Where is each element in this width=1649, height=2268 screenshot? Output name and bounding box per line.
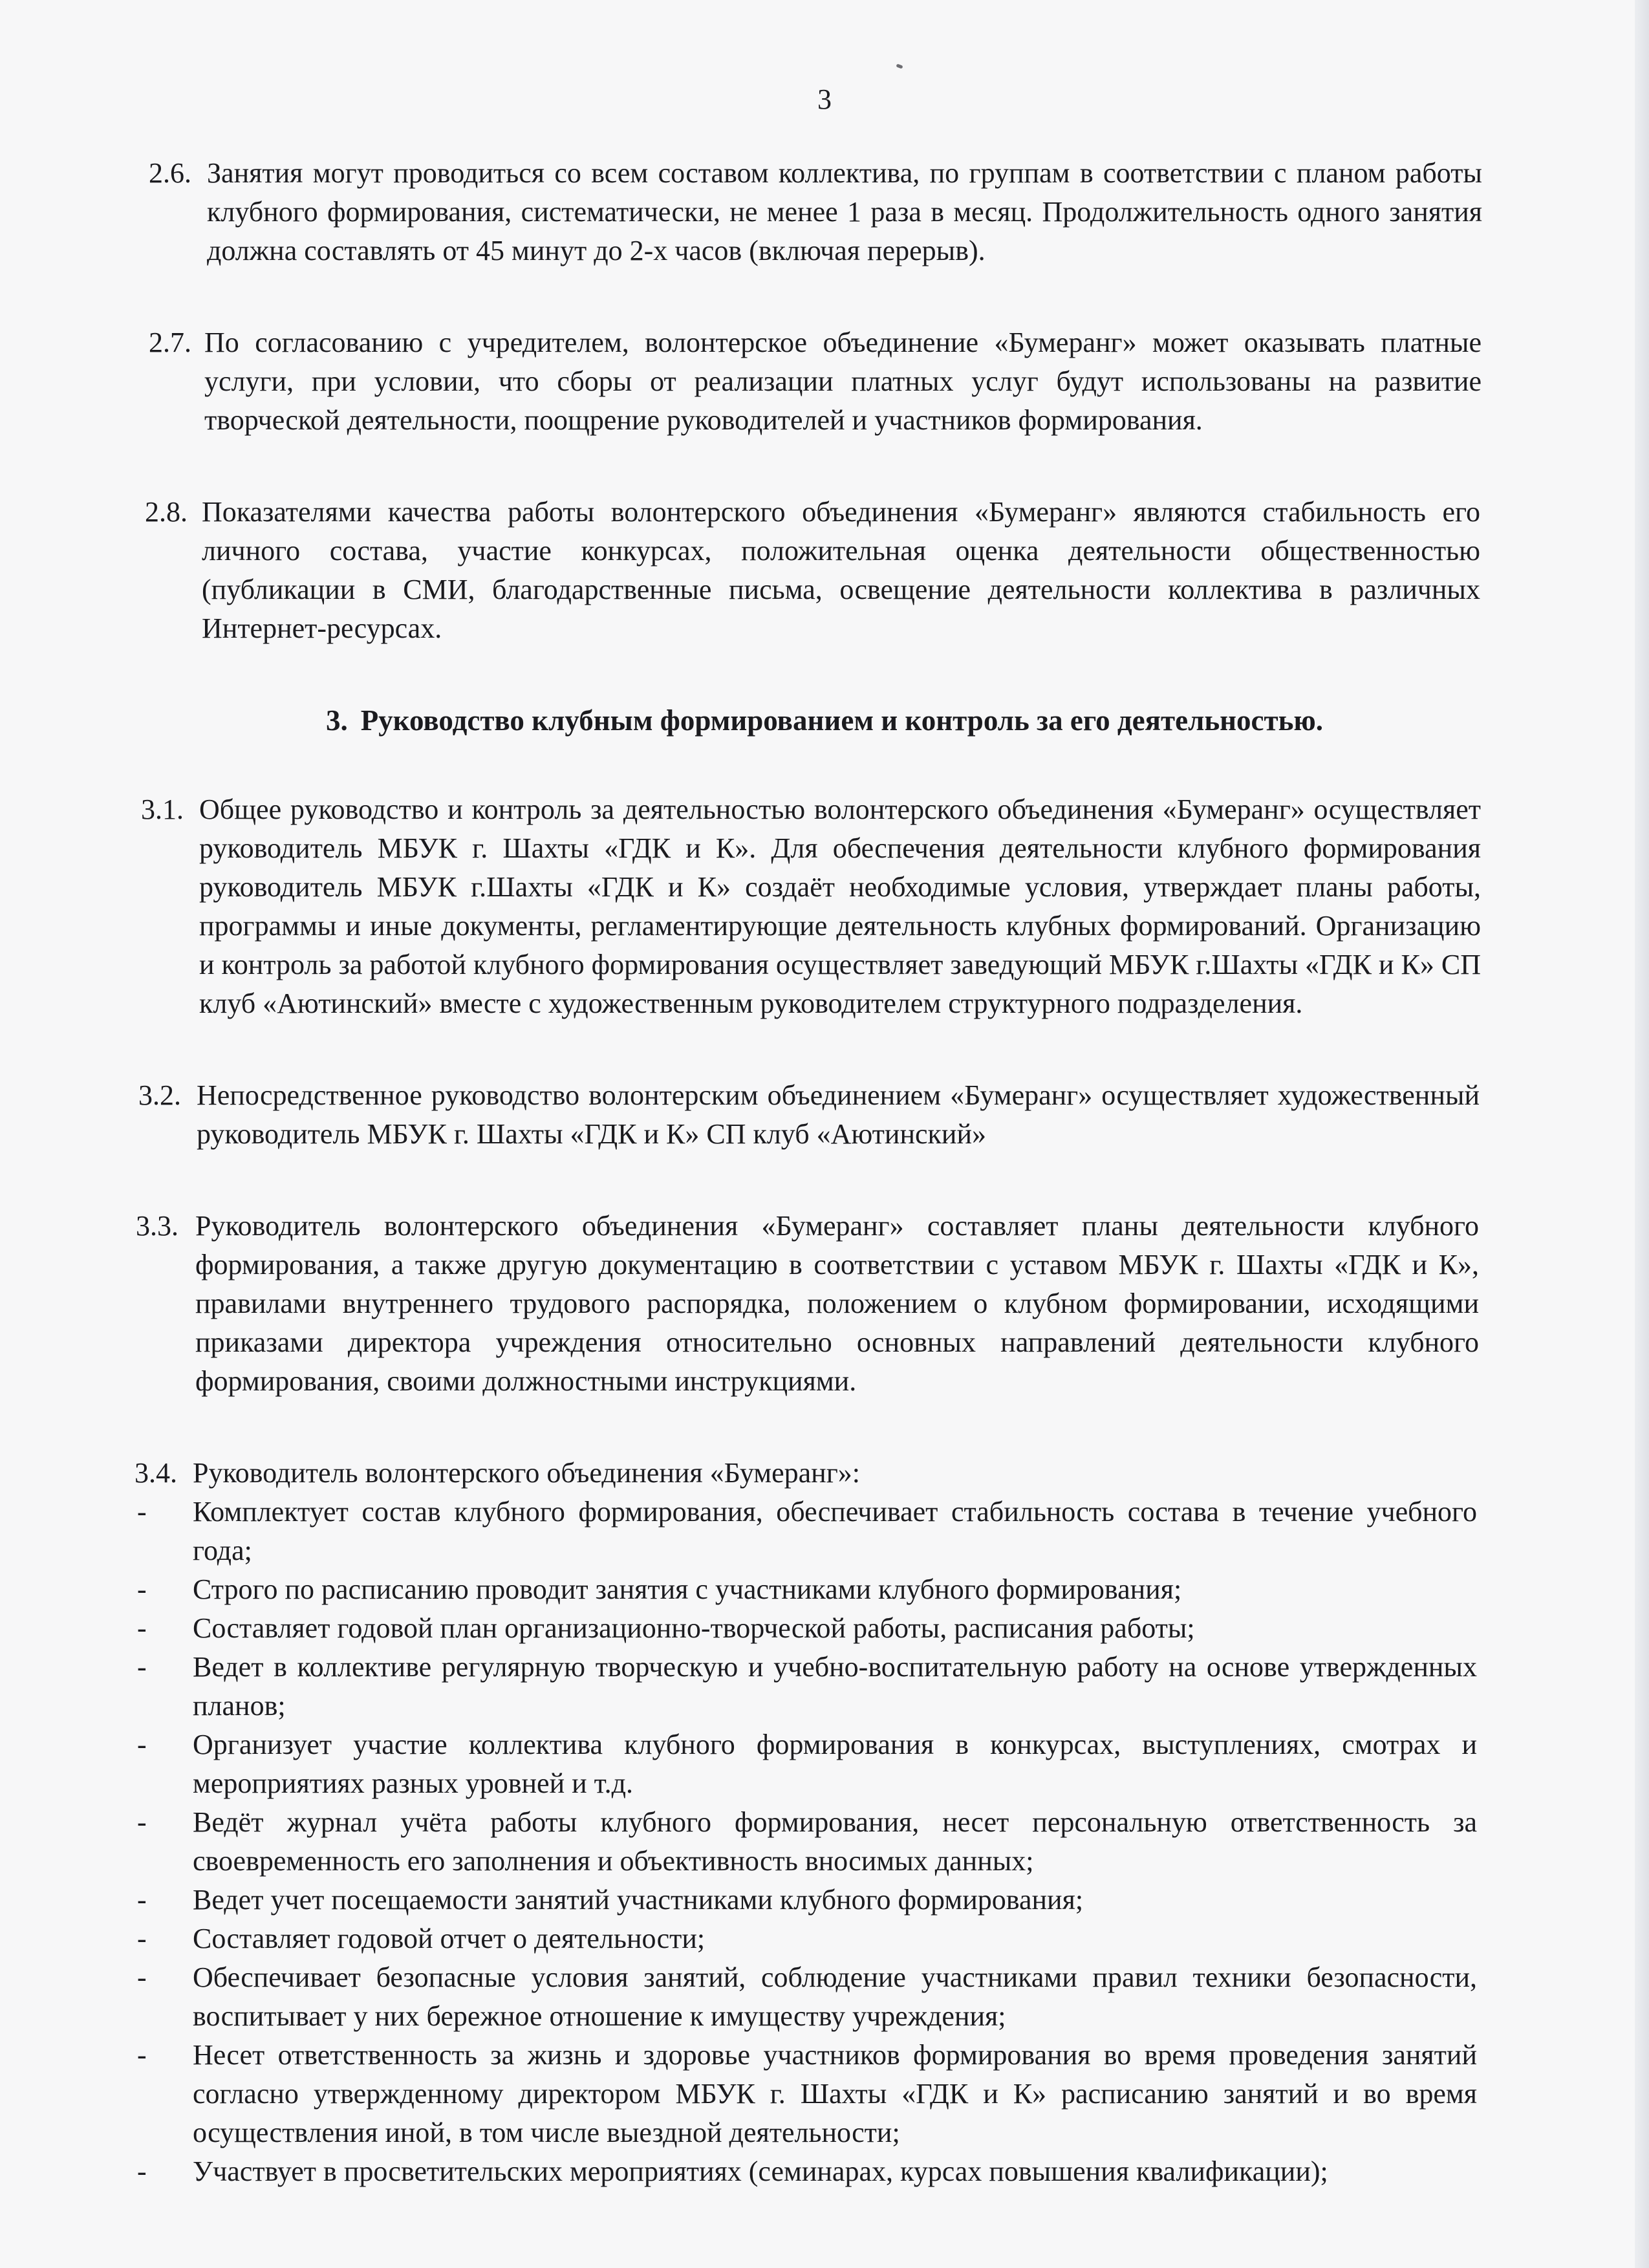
clause-2-8 [0,493,1649,648]
clause-number: 3.1. [141,794,184,825]
list-item-text: Обеспечивает безопасные условия занятий, соблюдение участниками правил техники безопасности, воспитывает у них бережное отношение к имуществу учреждения; [193,1961,1477,2032]
list-item [0,1919,1649,1958]
list-item-text: Строго по расписанию проводит занятия с участниками клубного формирования; [193,1573,1182,1605]
list-item-text: Ведет в коллективе регулярную творческую и учебно-воспитательную работу на основе утвержденных планов; [193,1651,1477,1722]
list-item-text: Ведет учет посещаемости занятий участниками клубного формирования; [193,1884,1084,1916]
clause-text: Непосредственное руководство волонтерским объединением «Бумеранг» осуществляет художественный руководитель МБУК г. Шахты «ГДК и К» СП клуб «Аютинский» [197,1079,1480,1150]
clause-2-7 [0,323,1649,440]
list-item [0,1958,1649,2036]
clause-3-1 [0,790,1649,1023]
dash-marker: - [137,1612,147,1644]
list-item [0,1725,1649,1803]
clause-text: Занятия могут проводиться со всем составом коллектива, по группам в соответствии с планом работы клубного формирования, систематически, не менее 1 раза в месяц. Продолжительность одного занятия должна составлять от 45 минут до 2-х часов (включая перерыв). [207,157,1482,266]
section-number: 3. [325,704,348,737]
list-item-text: Комплектует состав клубного формирования, обеспечивает стабильность состава в течение учебного года; [193,1496,1477,1566]
dash-marker: - [137,1651,147,1683]
clause-2-6 [0,154,1649,270]
list-item-text: Несет ответственность за жизнь и здоровье участников формирования во время проведения занятий согласно утвержденному директором МБУК г. Шахты «ГДК и К» расписанию занятий и во время осуществления иной, в том числе выездной деятельности; [193,2039,1477,2148]
list-item [0,1609,1649,1648]
clause-3-4 [0,1454,1649,2191]
list-item [0,1648,1649,1725]
clause-number: 3.4. [135,1457,177,1489]
list-item-text: Ведёт журнал учёта работы клубного формирования, несет персональную ответственность за своевременность его заполнения и объективность вносимых данных; [193,1806,1477,1877]
list-item [0,1493,1649,1570]
list-item [0,2152,1649,2191]
clause-number: 2.6. [149,157,191,189]
clause-3-2 [0,1076,1649,1154]
page-number: 3 [817,83,832,115]
clause-intro [0,1454,1649,1493]
clause-text: Руководитель волонтерского объединения «Бумеранг»: [193,1457,860,1489]
clause-number: 3.3. [136,1210,178,1242]
dash-marker: - [137,2155,147,2187]
clause-text: Показателями качества работы волонтерского объединения «Бумеранг» являются стабильность его личного состава, участие конкурсах, положительная оценка деятельности общественностью (публикации в СМИ, благодарственные письма, освещение деятельности коллектива в различных Интернет-ресурсах. [202,496,1480,644]
clause-number: 2.8. [145,496,188,528]
clause-3-3 [0,1207,1649,1401]
dash-marker: - [137,1729,147,1760]
clause-text: Общее руководство и контроль за деятельностью волонтерского объединения «Бумеранг» осуществляет руководитель МБУК г. Шахты «ГДК и К». Для обеспечения деятельности клубного формирования руководитель МБУК г.Шахты «ГДК и К» создаёт необходимые условия, утверждает планы работы, программы и иные документы, регламентирующие деятельность клубных формирований. Организацию и контроль за работой клубного формирования осуществляет заведующий МБУК г.Шахты «ГДК и К» СП клуб «Аютинский» вместе с художественным руководителем структурного подразделения. [199,794,1481,1019]
dash-marker: - [137,1923,147,1954]
list-item-text: Участвует в просветительских мероприятиях (семинарах, курсах повышения квалификации); [193,2155,1328,2187]
clause-text: Руководитель волонтерского объединения «Бумеранг» составляет планы деятельности клубного формирования, а также другую документацию в соответствии с уставом МБУК г. Шахты «ГДК и К», правилами внутреннего трудового распорядка, положением о клубном формировании, исходящими приказами директора учреждения относительно основных направлений деятельности клубного формирования, своими должностными инструкциями. [195,1210,1479,1397]
dash-marker: - [137,2039,147,2071]
list-item-text: Организует участие коллектива клубного формирования в конкурсах, выступлениях, смотрах и мероприятиях разных уровней и т.д. [193,1729,1477,1799]
dash-marker: - [137,1884,147,1916]
dash-marker: - [137,1806,147,1838]
list-item [0,1803,1649,1881]
list-item [0,2036,1649,2152]
dash-marker: - [137,1496,147,1528]
clause-number: 3.2. [138,1079,181,1111]
dash-marker: - [137,1961,147,1993]
list-item [0,1570,1649,1609]
scan-speck [896,63,903,69]
section-3-heading [0,701,1649,740]
duties-list [0,1493,1649,2191]
document-body [0,154,1649,2191]
section-title: Руководство клубным формированием и контроль за его деятельностью. [360,704,1324,737]
list-item-text: Составляет годовой отчет о деятельности; [193,1923,706,1954]
clause-number: 2.7. [149,327,191,358]
list-item-text: Составляет годовой план организационно-творческой работы, расписания работы; [193,1612,1195,1644]
list-item [0,1881,1649,1919]
clause-text: По согласованию с учредителем, волонтерское объединение «Бумеранг» может оказывать платные услуги, при условии, что сборы от реализации платных услуг будут использованы на развитие творческой деятельности, поощрение руководителей и участников формирования. [204,327,1482,436]
dash-marker: - [137,1573,147,1605]
